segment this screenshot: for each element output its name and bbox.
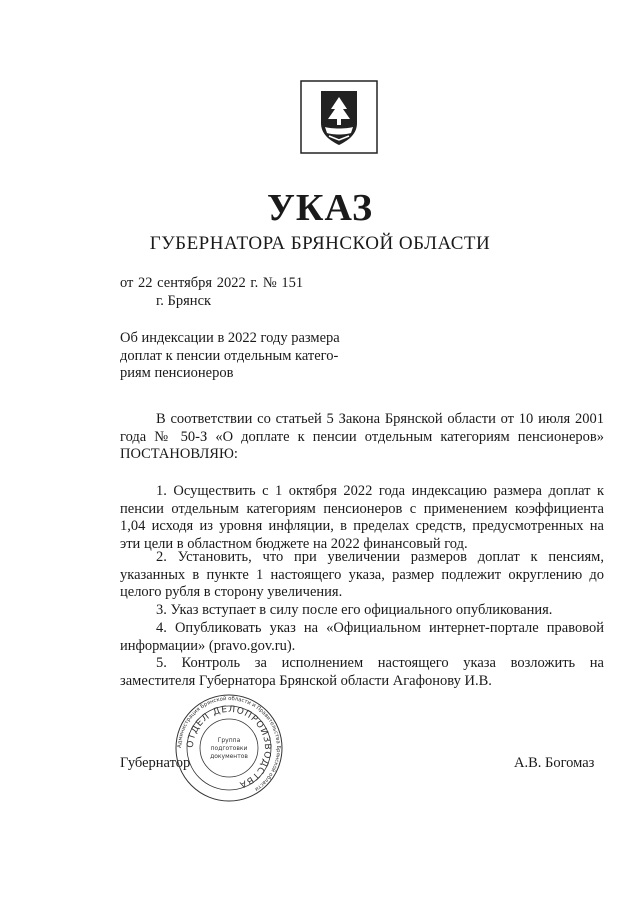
stamp-center-line: Группа [217, 737, 241, 744]
stamp-outer-text: Администрация Брянской области и Правительства Брянской области [176, 695, 282, 792]
decree-item-3: 3. Указ вступает в силу после его официального опубликования. [156, 602, 553, 618]
date-number-line: от 22 сентября 2022 г. № 151 [120, 275, 304, 291]
decree-item-5: 5. Контроль за исполнением настоящего указа возложить на заместителя Губернатора Брянской области Агафонову И.В. [120, 655, 604, 689]
signature-title: Губернатор [120, 755, 191, 771]
subject-line: риям пенсионеров [120, 365, 234, 381]
stamp-ring-text: ОТДЕЛ ДЕЛОПРОИЗВОДСТВА [185, 704, 273, 790]
place-line: г. Брянск [156, 293, 212, 309]
signature-name: А.В. Богомаз [514, 755, 595, 771]
decree-item-4: 4. Опубликовать указ на «Официальном интернет-портале правовой информации» (pravo.gov.ru). [120, 620, 604, 654]
document-subtitle: ГУБЕРНАТОРА БРЯНСКОЙ ОБЛАСТИ [149, 233, 491, 254]
stamp-center-line: подготовки [210, 745, 248, 752]
subject-block [120, 330, 340, 383]
preamble-paragraph: В соответствии со статьей 5 Закона Брянской области от 10 июля 2001 года № 50-З «О доплате к пенсии отдельным категориям пенсионеров» ПОСТАНОВЛЯЮ: [120, 411, 604, 462]
decree-item-2: 2. Установить, что при увеличении размеров доплат к пенсиям, указанных в пункте 1 настоящего указа, размер подлежит округлению до целого рубля в сторону увеличения. [120, 549, 604, 600]
document-title: УКАЗ [267, 187, 373, 229]
stamp-center-line: документов [210, 753, 248, 760]
subject-line: Об индексации в 2022 году размера [120, 330, 340, 346]
coat-of-arms-emblem [299, 79, 379, 155]
decree-item-1: 1. Осуществить с 1 октября 2022 года индексацию размера доплат к пенсии отдельным категориям пенсионеров с применением коэффициента 1,04 исходя из уровня инфляции, в пределах средств, предусмотренных на эти цели в областном бюджете на 2022 финансовый год. [120, 483, 604, 552]
subject-line: доплат к пенсии отдельным катего- [120, 347, 339, 364]
office-stamp [174, 693, 284, 803]
